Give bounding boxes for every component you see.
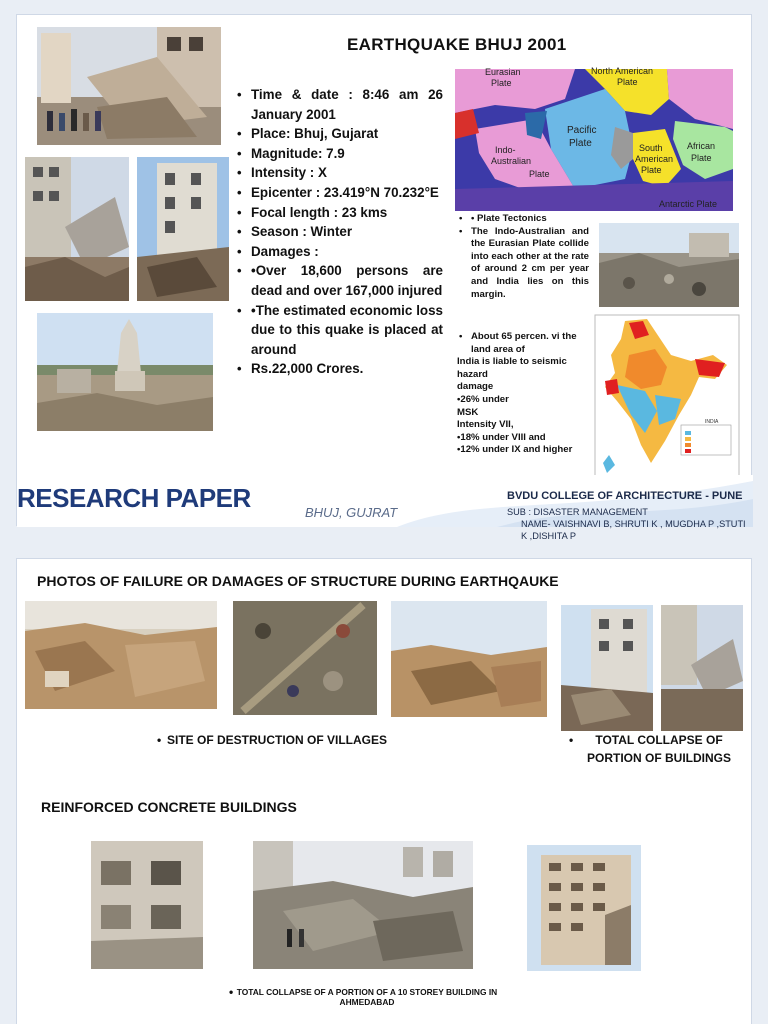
rc-building-damage-photo-2 (253, 841, 473, 969)
village-destruction-photo-3 (391, 601, 547, 717)
research-place-label: BHUJ, GUJRAT (305, 505, 398, 520)
caption-ahmedabad: • TOTAL COLLAPSE OF A PORTION OF A 10 STOREY BUILDING IN AHMEDABAD (229, 985, 498, 1007)
seismic-hazard-text (457, 331, 597, 457)
svg-text:American: American (635, 154, 674, 164)
fact-intensity: • Intensity : X (235, 163, 443, 183)
author-names: NAME- VAISHNAVI B, SHRUTI K , MUGDHA P ,STUTI K ,DISHITA P (521, 519, 746, 541)
fact-magnitude: • Magnitude: 7.9 (235, 144, 443, 164)
seismic-line-6: Intensity VII, (457, 419, 514, 431)
reinforced-concrete-title: REINFORCED CONCRETE BUILDINGS (41, 799, 297, 815)
plate-tectonics-heading: • • Plate Tectonics (457, 213, 589, 226)
fact-economic-loss: • •The estimated economic loss due to this quake is placed at around (235, 301, 443, 360)
seismic-line-8: •12% under IX and higher (457, 444, 573, 456)
building-collapse-photo-1 (561, 605, 653, 731)
map-label-eurasian: Eurasian (485, 67, 521, 77)
svg-text:Australian: Australian (491, 156, 532, 166)
fact-damages: • Damages : (235, 242, 443, 262)
village-destruction-photo-1 (25, 601, 217, 709)
ruined-temple-photo (37, 313, 213, 431)
fact-season: • Season : Winter (235, 222, 443, 242)
map-label-south-american: South (639, 143, 663, 153)
seismic-line-3: damage (457, 381, 494, 393)
poster-title: EARTHQUAKE BHUJ 2001 (347, 35, 567, 54)
village-destruction-photo-2 (233, 601, 377, 715)
seismic-first-line: • About 65 percen. vi the land area of (457, 331, 597, 356)
seismic-line-4: •26% under (457, 393, 509, 405)
collapsed-building-crowd-photo (37, 27, 221, 145)
fact-loss-amount: • Rs.22,000 Crores. (235, 359, 443, 379)
college-name: BVDU COLLEGE OF ARCHITECTURE - PUNE (507, 490, 743, 502)
fact-place: • Place: Bhuj, Gujarat (235, 124, 443, 144)
seismic-line-7: •18% under VIII and (457, 431, 546, 443)
caption-building-collapse: • TOTAL COLLAPSE OF PORTION OF BUILDINGS (569, 733, 731, 765)
plate-tectonics-bullets (457, 213, 589, 301)
rc-building-damage-photo-3 (527, 845, 641, 971)
map-label-pacific: Pacific (567, 125, 597, 136)
damage-photos-title: PHOTOS OF FAILURE OR DAMAGES OF STRUCTURE DURING EARTHQAUKE (37, 573, 559, 589)
svg-text:Plate: Plate (529, 169, 550, 179)
seismic-line-5: MSK (457, 406, 479, 418)
map-label-north-american: North American (591, 66, 654, 76)
poster-page-1 (16, 14, 752, 541)
plate-collision-text: • The Indo-Australian and the Eurasian Plate collide into each other at the rate of around 2 cm per year and India lies on this margin. (457, 226, 589, 302)
map-label-indo-australian: Indo- (495, 145, 516, 155)
fact-casualties: • •Over 18,600 persons are dead and over 167,000 injured (235, 261, 443, 300)
caption-villages: • SITE OF DESTRUCTION OF VILLAGES (157, 733, 387, 747)
svg-text:Plate: Plate (617, 77, 638, 87)
india-map-legend-title: INDIA (705, 419, 719, 425)
tectonic-plates-map (455, 66, 733, 211)
seismic-line-2: hazard (457, 368, 488, 380)
subject-label: SUB : DISASTER MANAGEMENT (507, 507, 648, 517)
svg-text:Plate: Plate (691, 153, 712, 163)
rc-building-damage-photo-1 (91, 841, 203, 969)
fact-focal-length: • Focal length : 23 kms (235, 203, 443, 223)
damaged-building-photo-2 (137, 157, 229, 301)
svg-text:Plate: Plate (641, 165, 662, 175)
svg-text:Plate: Plate (491, 78, 512, 88)
research-paper-heading: RESEARCH PAPER (17, 483, 251, 513)
earthquake-facts-list (235, 85, 443, 379)
fact-time-date: • Time & date : 8:46 am 26 January 2001 (235, 85, 443, 124)
building-collapse-photo-2 (661, 605, 743, 731)
seismic-line-1: India is liable to seismic (457, 356, 567, 368)
map-label-antarctic: Antarctic Plate (659, 199, 718, 209)
india-seismic-zone-map (595, 315, 739, 479)
tilted-building-photo-1 (25, 157, 129, 301)
svg-text:Plate: Plate (569, 138, 592, 149)
rubble-field-photo (599, 223, 739, 307)
poster-page-2 (16, 558, 752, 1024)
map-label-african: African (687, 141, 716, 151)
fact-epicenter: • Epicenter : 23.419°N 70.232°E (235, 183, 443, 203)
